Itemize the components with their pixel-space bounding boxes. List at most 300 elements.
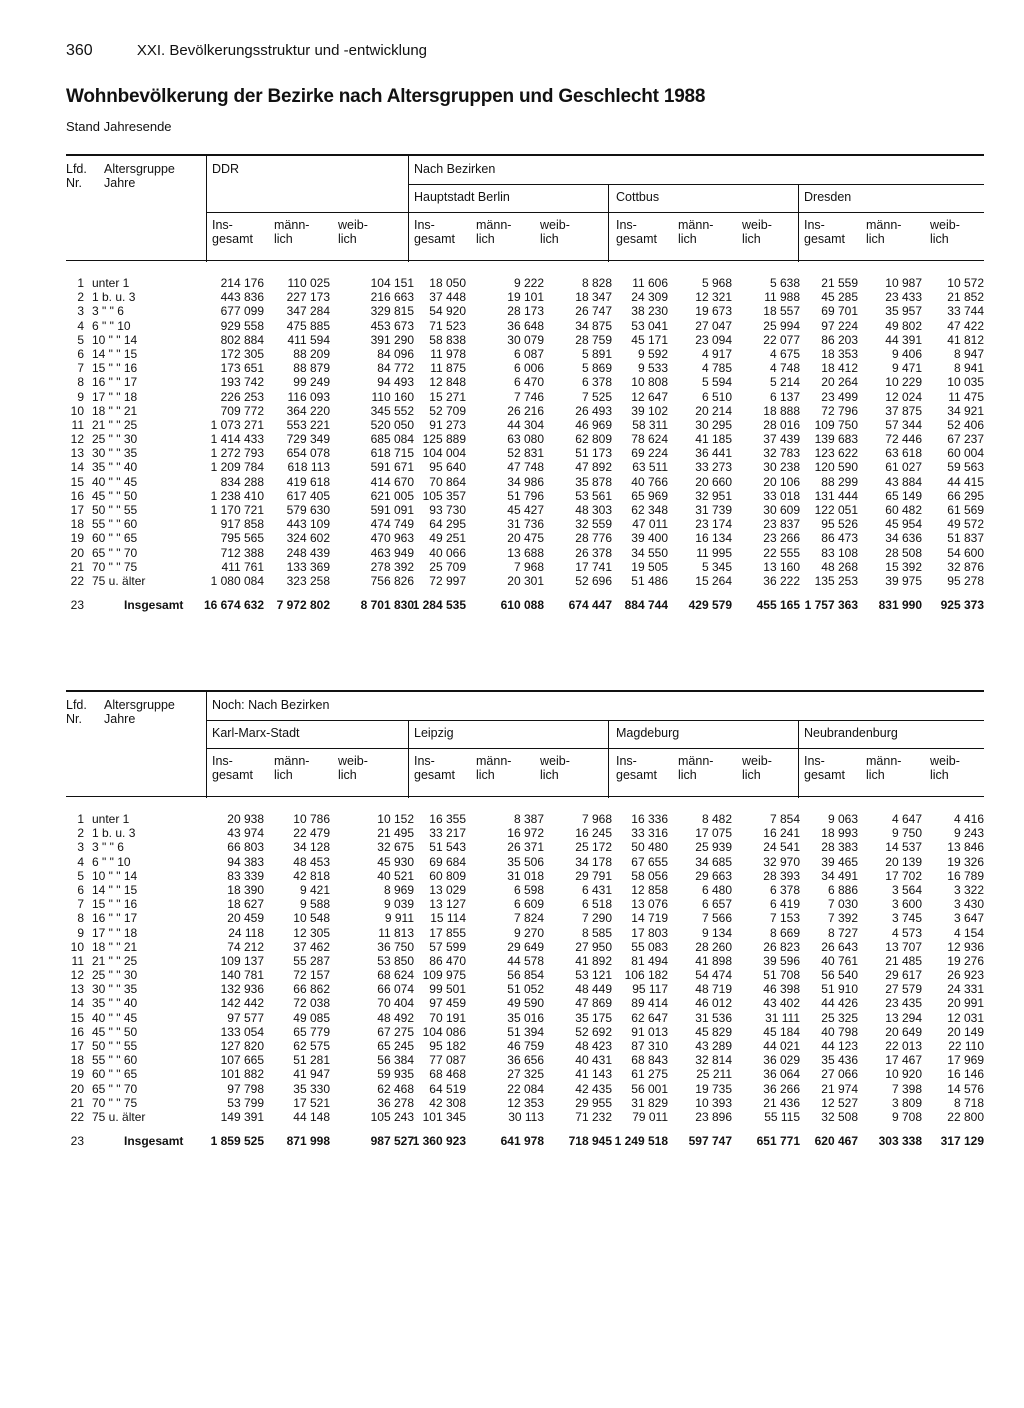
cell-value: 13 688 [507,545,544,560]
cell-value: 62 809 [575,432,612,447]
cell-value: 7 290 [581,911,612,926]
cell-value: 193 742 [220,375,264,390]
row-number: 10 [70,939,84,954]
subheader-insgesamt: gesamt [804,768,845,782]
cell-value: 65 969 [631,488,668,503]
cell-value: 16 241 [763,826,800,841]
cell-value: 411 761 [221,559,264,574]
region-header: Dresden [804,190,852,204]
cell-value: 94 493 [377,375,414,390]
cell-value: 29 791 [575,868,612,883]
subheader-weiblich: lich [930,232,949,246]
cell-value: 66 074 [377,982,414,997]
header-jahre: Jahre [104,712,136,726]
cell-value: 26 823 [763,939,800,954]
cell-value: 56 854 [507,968,544,983]
subheader-insgesamt: Ins- [616,218,637,232]
subheader-maennlich: männ- [866,218,902,232]
cell-value: 6 006 [513,361,544,376]
total-row [66,1134,986,1148]
row-number: 15 [70,1010,84,1025]
row-number: 20 [70,545,84,560]
cell-value: 31 111 [765,1010,800,1025]
cell-value: 18 412 [821,361,858,376]
subheader-maennlich: lich [866,768,885,782]
cell-value: 49 572 [947,517,984,532]
cell-value: 463 949 [370,545,414,560]
cell-value: 62 575 [293,1039,330,1053]
cell-value: 41 892 [575,953,612,968]
age-group-label: 18 " " 21 [92,403,138,418]
cell-value: 8 669 [769,925,800,940]
subheader-insgesamt: gesamt [414,232,455,246]
cell-value: 70 864 [429,474,466,489]
cell-value: 5 968 [701,276,732,290]
cell-value: 14 576 [947,1081,984,1096]
cell-value: 16 789 [947,868,984,883]
total-value: 610 088 [500,598,544,613]
cell-value: 6 378 [769,882,800,897]
cell-value: 97 577 [227,1010,264,1025]
cell-value: 39 975 [885,573,922,588]
cell-value: 52 696 [575,573,612,588]
cell-value: 3 809 [891,1095,922,1110]
cell-value: 19 735 [695,1081,732,1096]
cell-value: 62 647 [631,1010,668,1025]
cell-value: 95 640 [429,460,466,475]
subheader-maennlich: männ- [678,218,714,232]
cell-value: 65 779 [293,1024,330,1039]
cell-value: 5 869 [581,361,612,376]
cell-value: 5 594 [701,375,732,390]
cell-value: 23 499 [821,389,858,404]
cell-value: 53 121 [575,968,612,983]
cell-value: 1 209 784 [210,460,264,475]
cell-value: 40 798 [821,1024,858,1039]
cell-value: 391 290 [370,332,414,347]
cell-value: 23 266 [763,531,800,546]
cell-value: 6 087 [513,346,544,361]
cell-value: 71 523 [429,318,466,333]
cell-value: 54 920 [429,304,466,319]
header-altersgruppe: Altersgruppe [104,698,175,712]
cell-value: 345 552 [370,403,414,418]
cell-value: 27 579 [885,982,922,997]
cell-value: 53 561 [575,488,612,503]
total-value: 8 701 830 [360,598,414,613]
cell-value: 67 275 [377,1024,414,1039]
row-number: 8 [77,375,84,390]
cell-value: 46 012 [695,996,732,1011]
row-number: 6 [77,346,84,361]
cell-value: 89 414 [631,996,668,1011]
header-altersgruppe: Altersgruppe [104,162,175,176]
cell-value: 51 281 [293,1053,330,1068]
cell-value: 66 295 [947,488,984,503]
row-number: 13 [70,446,84,461]
cell-value: 116 093 [287,389,330,404]
cell-value: 12 031 [947,1010,984,1025]
cell-value: 70 404 [377,996,414,1011]
cell-value: 20 214 [695,403,732,418]
cell-value: 23 174 [695,517,732,532]
cell-value: 49 085 [293,1010,330,1025]
cell-value: 49 251 [429,531,466,546]
cell-value: 41 143 [575,1067,612,1082]
table-row [66,883,986,897]
cell-value: 7 566 [701,911,732,926]
cell-value: 13 029 [429,882,466,897]
cell-value: 26 643 [821,939,858,954]
row-number: 12 [70,432,84,447]
cell-value: 78 624 [631,432,668,447]
age-group-label: unter 1 [92,276,130,290]
table-kms-leipzig-magdeburg-neubrandenburg [66,690,986,1148]
cell-value: 19 673 [695,304,732,319]
cell-value: 48 449 [575,982,612,997]
cell-value: 36 648 [507,318,544,333]
subheader-maennlich: lich [678,768,697,782]
subheader-insgesamt: Ins- [414,218,435,232]
subheader-insgesamt: gesamt [804,232,845,246]
age-group-label: 25 " " 30 [92,968,138,983]
cell-value: 8 727 [827,925,858,940]
header-ddr: DDR [212,162,240,176]
cell-value: 95 526 [821,517,858,532]
cell-value: 48 719 [695,982,732,997]
cell-value: 834 288 [220,474,264,489]
cell-value: 110 025 [287,276,330,290]
age-group-label: 65 " " 70 [92,1081,138,1096]
subheader-weiblich: weib- [930,218,960,232]
cell-value: 4 573 [891,925,922,940]
cell-value: 25 709 [429,559,466,574]
cell-value: 30 079 [507,332,544,347]
total-value: 718 945 [568,1134,612,1149]
cell-value: 72 446 [885,432,922,447]
cell-value: 51 052 [507,982,544,997]
region-header: Magdeburg [616,726,680,740]
cell-value: 36 750 [377,939,414,954]
cell-value: 57 344 [885,417,922,432]
cell-value: 14 537 [885,840,922,855]
cell-value: 51 708 [763,968,800,983]
cell-value: 9 471 [891,361,922,376]
cell-value: 32 951 [695,488,732,503]
cell-value: 61 275 [631,1067,668,1082]
table-row [66,347,986,361]
cell-value: 31 739 [695,503,732,517]
cell-value: 107 665 [220,1053,264,1068]
table-row [66,304,986,318]
cell-value: 9 406 [891,346,922,361]
cell-value: 10 987 [885,276,922,290]
cell-value: 35 878 [575,474,612,489]
cell-value: 33 018 [763,488,800,503]
cell-value: 61 569 [947,503,984,517]
total-label: Insgesamt [124,1134,184,1149]
cell-value: 9 588 [299,897,330,912]
cell-value: 329 815 [370,304,414,319]
cell-value: 32 814 [695,1053,732,1068]
cell-value: 6 886 [827,882,858,897]
row-number: 10 [70,403,84,418]
cell-value: 45 930 [377,854,414,869]
cell-value: 33 273 [695,460,732,475]
total-value: 641 978 [500,1134,544,1149]
cell-value: 32 970 [763,854,800,869]
cell-value: 16 972 [507,826,544,841]
cell-value: 654 078 [286,446,330,461]
cell-value: 22 800 [947,1109,984,1124]
cell-value: 97 459 [429,996,466,1011]
cell-value: 22 077 [763,332,800,347]
age-group-label: 16 " " 17 [92,375,138,390]
cell-value: 4 785 [701,361,732,376]
cell-value: 37 439 [763,432,800,447]
cell-value: 35 330 [293,1081,330,1096]
row-number: 19 [70,1067,84,1082]
cell-value: 60 004 [947,446,984,461]
page-subtitle: Stand Jahresende [66,119,172,134]
cell-value: 86 203 [821,332,858,347]
total-value: 831 990 [878,598,922,613]
cell-value: 9 243 [953,826,984,841]
cell-value: 65 149 [885,488,922,503]
total-value: 987 527 [370,1134,414,1149]
cell-value: 3 647 [953,911,984,926]
table-row [66,1110,986,1124]
age-group-label: 21 " " 25 [92,953,138,968]
cell-value: 9 421 [299,882,330,897]
cell-value: 40 521 [377,868,414,883]
cell-value: 36 441 [695,446,732,461]
cell-value: 69 684 [429,854,466,869]
subheader-maennlich: lich [678,232,697,246]
total-value: 1 859 525 [210,1134,264,1149]
table-body [66,276,986,612]
age-group-label: 14 " " 15 [92,346,138,361]
cell-value: 140 781 [220,968,264,983]
page-number: 360 [66,42,93,59]
cell-value: 4 748 [769,361,800,376]
age-group-label: 17 " " 18 [92,389,138,404]
total-row [66,598,986,612]
table-header [66,690,986,800]
cell-value: 19 101 [507,290,544,305]
cell-value: 7 525 [581,389,612,404]
cell-value: 621 005 [370,488,414,503]
table-row [66,996,986,1010]
total-value: 1 757 363 [804,598,858,613]
cell-value: 17 803 [631,925,668,940]
cell-value: 553 221 [286,417,330,432]
cell-value: 36 278 [377,1095,414,1110]
cell-value: 6 657 [701,897,732,912]
cell-value: 44 021 [763,1039,800,1053]
cell-value: 42 818 [293,868,330,883]
cell-value: 64 295 [429,517,466,532]
row-number: 11 [71,417,84,432]
cell-value: 57 599 [429,939,466,954]
cell-value: 22 555 [763,545,800,560]
cell-value: 71 232 [575,1109,612,1124]
cell-value: 13 160 [763,559,800,574]
cell-value: 84 772 [377,361,414,376]
cell-value: 17 855 [429,925,466,940]
cell-value: 64 519 [429,1081,466,1096]
cell-value: 28 383 [821,840,858,855]
cell-value: 99 249 [293,375,330,390]
subheader-maennlich: lich [866,232,885,246]
row-number: 5 [77,868,84,883]
row-number: 16 [70,1024,84,1039]
cell-value: 66 862 [293,982,330,997]
cell-value: 104 086 [422,1024,466,1039]
cell-value: 45 171 [631,332,668,347]
cell-value: 8 941 [953,361,984,376]
cell-value: 4 154 [953,925,984,940]
cell-value: 10 152 [377,812,414,826]
table-row [66,489,986,503]
cell-value: 40 066 [429,545,466,560]
cell-value: 41 812 [947,332,984,347]
cell-value: 95 117 [632,982,668,997]
cell-value: 56 540 [821,968,858,983]
page-header [66,42,427,60]
region-header: Cottbus [616,190,660,204]
cell-value: 11 606 [632,276,668,290]
table-body [66,812,986,1148]
row-number: 2 [77,826,84,841]
row-number: 23 [70,598,84,613]
cell-value: 19 326 [947,854,984,869]
row-number: 12 [70,968,84,983]
cell-value: 28 260 [695,939,732,954]
age-group-label: 1 b. u. 3 [92,290,136,305]
cell-value: 44 415 [947,474,984,489]
cell-value: 149 391 [220,1109,264,1124]
cell-value: 474 749 [370,517,414,532]
cell-value: 133 369 [286,559,330,574]
row-number: 22 [70,573,84,588]
total-value: 1 284 535 [412,598,466,613]
cell-value: 79 011 [632,1109,668,1124]
cell-value: 60 482 [885,503,922,517]
cell-value: 63 618 [885,446,922,461]
cell-value: 28 016 [763,417,800,432]
cell-value: 7 398 [891,1081,922,1096]
cell-value: 8 718 [953,1095,984,1110]
cell-value: 6 598 [513,882,544,897]
cell-value: 23 896 [695,1109,732,1124]
subheader-weiblich: lich [930,768,949,782]
cell-value: 34 491 [821,868,858,883]
cell-value: 110 160 [371,389,414,404]
cell-value: 62 468 [377,1081,414,1096]
cell-value: 11 475 [948,389,984,404]
cell-value: 28 393 [763,868,800,883]
cell-value: 51 173 [575,446,612,461]
subheader-maennlich: männ- [476,218,512,232]
age-group-label: 10 " " 14 [92,868,138,883]
cell-value: 21 974 [821,1081,858,1096]
cell-value: 18 050 [429,276,466,290]
cell-value: 21 852 [947,290,984,305]
table-row [66,954,986,968]
cell-value: 18 557 [763,304,800,319]
cell-value: 22 479 [293,826,330,841]
cell-value: 32 675 [377,840,414,855]
cell-value: 20 991 [947,996,984,1011]
row-number: 6 [77,882,84,897]
subheader-insgesamt: Ins- [804,218,825,232]
cell-value: 33 316 [631,826,668,841]
cell-value: 411 594 [287,332,330,347]
total-value: 317 129 [940,1134,984,1149]
cell-value: 32 876 [947,559,984,574]
cell-value: 67 237 [947,432,984,447]
header-lfd: Lfd. [66,698,87,712]
cell-value: 18 347 [575,290,612,305]
table-row [66,546,986,560]
cell-value: 101 345 [422,1109,466,1124]
cell-value: 12 858 [631,882,668,897]
subheader-weiblich: weib- [540,218,570,232]
row-number: 19 [70,531,84,546]
cell-value: 26 216 [507,403,544,418]
table-row [66,826,986,840]
cell-value: 44 391 [885,332,922,347]
cell-value: 6 378 [581,375,612,390]
cell-value: 27 066 [821,1067,858,1082]
cell-value: 20 106 [763,474,800,489]
cell-value: 68 624 [377,968,414,983]
cell-value: 62 348 [631,503,668,517]
cell-value: 21 495 [377,826,414,841]
cell-value: 41 947 [293,1067,330,1082]
cell-value: 475 885 [286,318,330,333]
cell-value: 34 550 [631,545,668,560]
age-group-label: 55 " " 60 [92,1053,138,1068]
cell-value: 88 879 [293,361,330,376]
table-row [66,319,986,333]
row-number: 17 [70,1039,84,1053]
cell-value: 12 936 [947,939,984,954]
age-group-label: 40 " " 45 [92,1010,138,1025]
age-group-label: 70 " " 75 [92,1095,138,1110]
cell-value: 28 173 [507,304,544,319]
subheader-insgesamt: gesamt [616,232,657,246]
total-value: 7 972 802 [276,598,330,613]
cell-value: 37 448 [429,290,466,305]
cell-value: 105 243 [370,1109,414,1124]
cell-value: 34 636 [885,531,922,546]
cell-value: 123 622 [814,446,858,461]
subheader-weiblich: lich [338,768,357,782]
chapter-title: XXI. Bevölkerungsstruktur und -entwicklung [136,42,428,59]
cell-value: 56 001 [631,1081,668,1096]
cell-value: 16 245 [575,826,612,841]
cell-value: 47 011 [632,517,668,532]
row-number: 9 [77,925,84,940]
cell-value: 13 846 [947,840,984,855]
cell-value: 48 268 [821,559,858,574]
cell-value: 15 271 [429,389,466,404]
subheader-insgesamt: Ins- [212,754,233,768]
table-row [66,290,986,304]
cell-value: 226 253 [220,389,264,404]
